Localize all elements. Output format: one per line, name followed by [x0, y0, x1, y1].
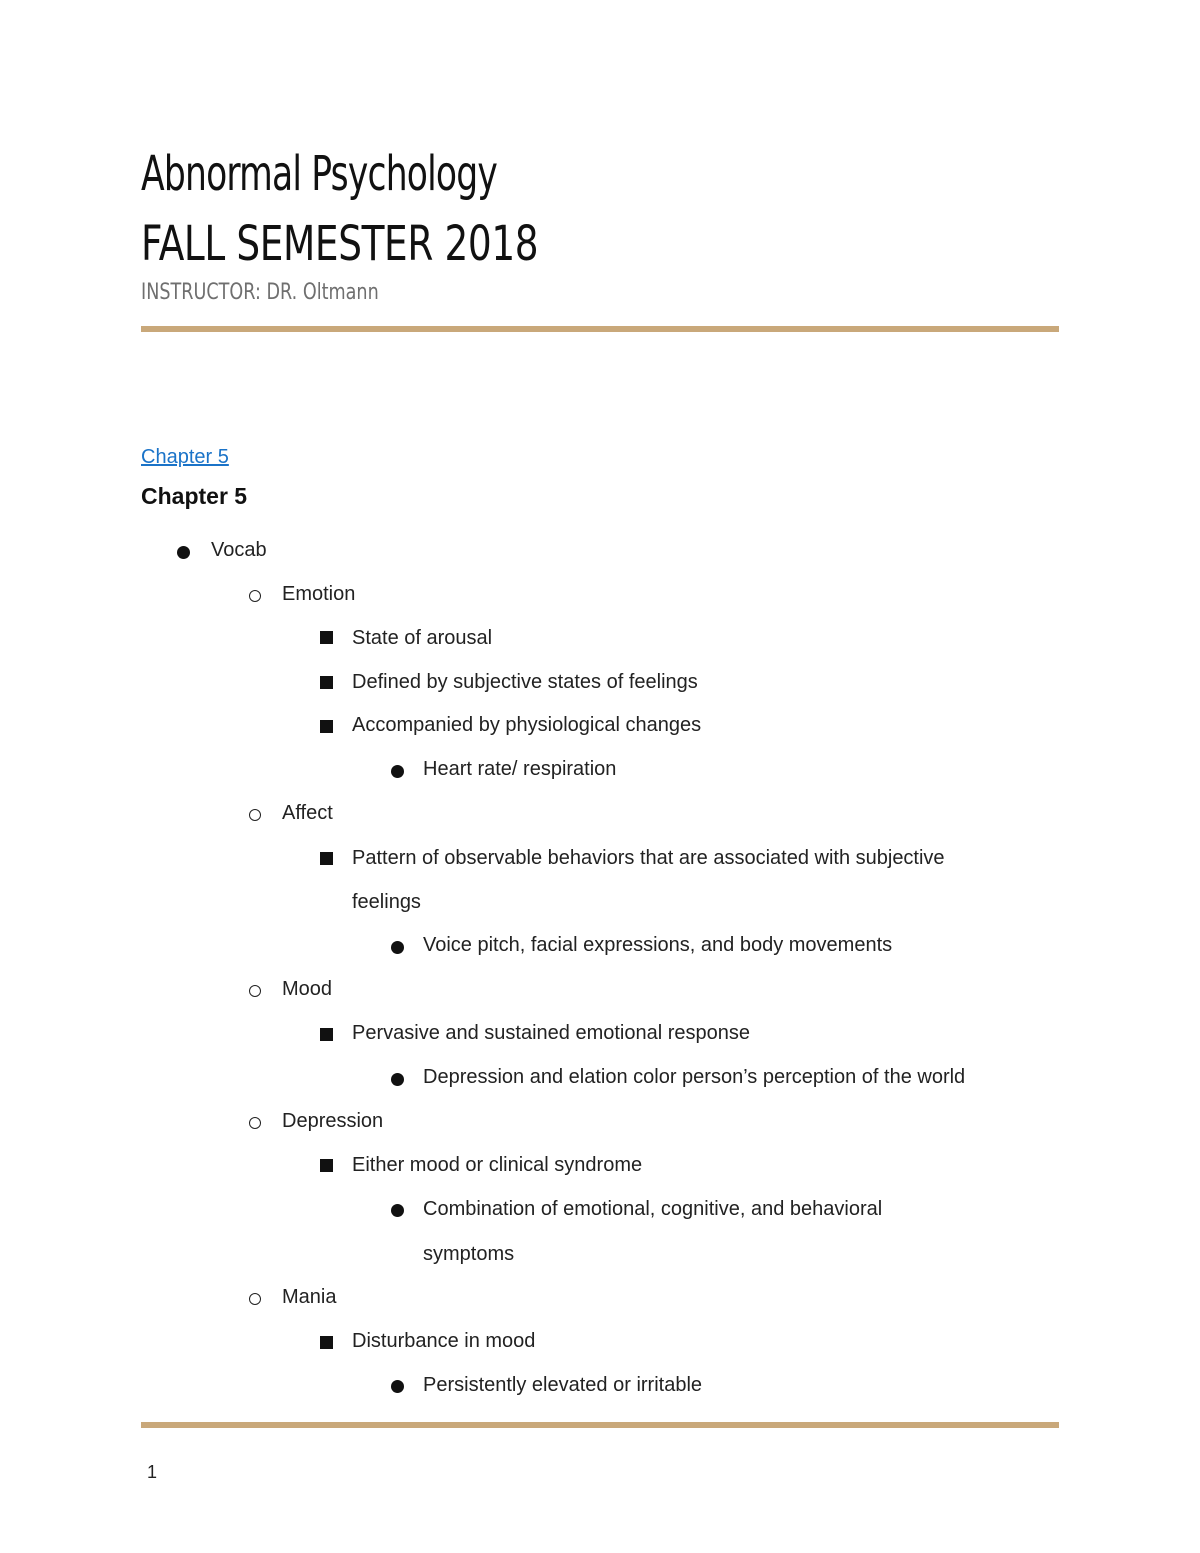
outline-item-depression-detail: Combination of emotional, cognitive, and behavioral	[423, 1198, 883, 1220]
square-bullet-icon	[320, 1336, 333, 1349]
square-bullet-icon	[320, 1159, 333, 1172]
square-bullet-icon	[320, 720, 333, 733]
outline-item-vocab: Vocab	[211, 539, 267, 561]
square-bullet-icon	[320, 852, 333, 865]
outline-item-emotion-detail: Heart rate/ respiration	[423, 758, 617, 780]
outline-item-depression: Depression	[282, 1110, 384, 1132]
outline-item-mood-point: Pervasive and sustained emotional response	[352, 1022, 751, 1044]
page-number: 1	[147, 1462, 158, 1482]
outline-item-depression-detail-cont: symptoms	[423, 1243, 515, 1265]
disc-bullet-icon	[391, 765, 404, 778]
document-title: Abnormal Psychology	[141, 146, 498, 202]
outline-item-affect-detail: Voice pitch, facial expressions, and body movements	[423, 934, 893, 956]
square-bullet-icon	[320, 676, 333, 689]
square-bullet-icon	[320, 631, 333, 644]
outline-item-emotion-point: Accompanied by physiological changes	[352, 714, 702, 736]
outline-item-emotion-point: Defined by subjective states of feelings	[352, 671, 698, 693]
outline-item-affect: Affect	[282, 802, 333, 824]
instructor-line: INSTRUCTOR: DR. Oltmann	[141, 280, 379, 305]
outline-item-mania: Mania	[282, 1286, 337, 1308]
disc-bullet-icon	[177, 546, 190, 559]
circle-bullet-icon	[249, 985, 261, 997]
outline-item-mood: Mood	[282, 978, 333, 1000]
circle-bullet-icon	[249, 1293, 261, 1305]
outline-item-mania-detail: Persistently elevated or irritable	[423, 1374, 703, 1396]
outline-item-emotion: Emotion	[282, 583, 356, 605]
chapter-heading: Chapter 5	[141, 483, 248, 509]
outline-item-emotion-point: State of arousal	[352, 627, 493, 649]
outline-item-affect-point-cont: feelings	[352, 891, 421, 913]
square-bullet-icon	[320, 1028, 333, 1041]
circle-bullet-icon	[249, 809, 261, 821]
document-subtitle: FALL SEMESTER 2018	[141, 216, 539, 272]
disc-bullet-icon	[391, 1204, 404, 1217]
header-divider	[141, 326, 1059, 332]
outline-item-mania-point: Disturbance in mood	[352, 1330, 536, 1352]
circle-bullet-icon	[249, 1117, 261, 1129]
footer-divider	[141, 1422, 1059, 1428]
outline-item-depression-point: Either mood or clinical syndrome	[352, 1154, 643, 1176]
disc-bullet-icon	[391, 1380, 404, 1393]
outline-item-affect-point: Pattern of observable behaviors that are associated with subjective	[352, 847, 945, 869]
outline-item-mood-detail: Depression and elation color person’s perception of the world	[423, 1066, 966, 1088]
chapter-5-link[interactable]: Chapter 5	[141, 446, 229, 468]
disc-bullet-icon	[391, 1073, 404, 1086]
circle-bullet-icon	[249, 590, 261, 602]
disc-bullet-icon	[391, 941, 404, 954]
